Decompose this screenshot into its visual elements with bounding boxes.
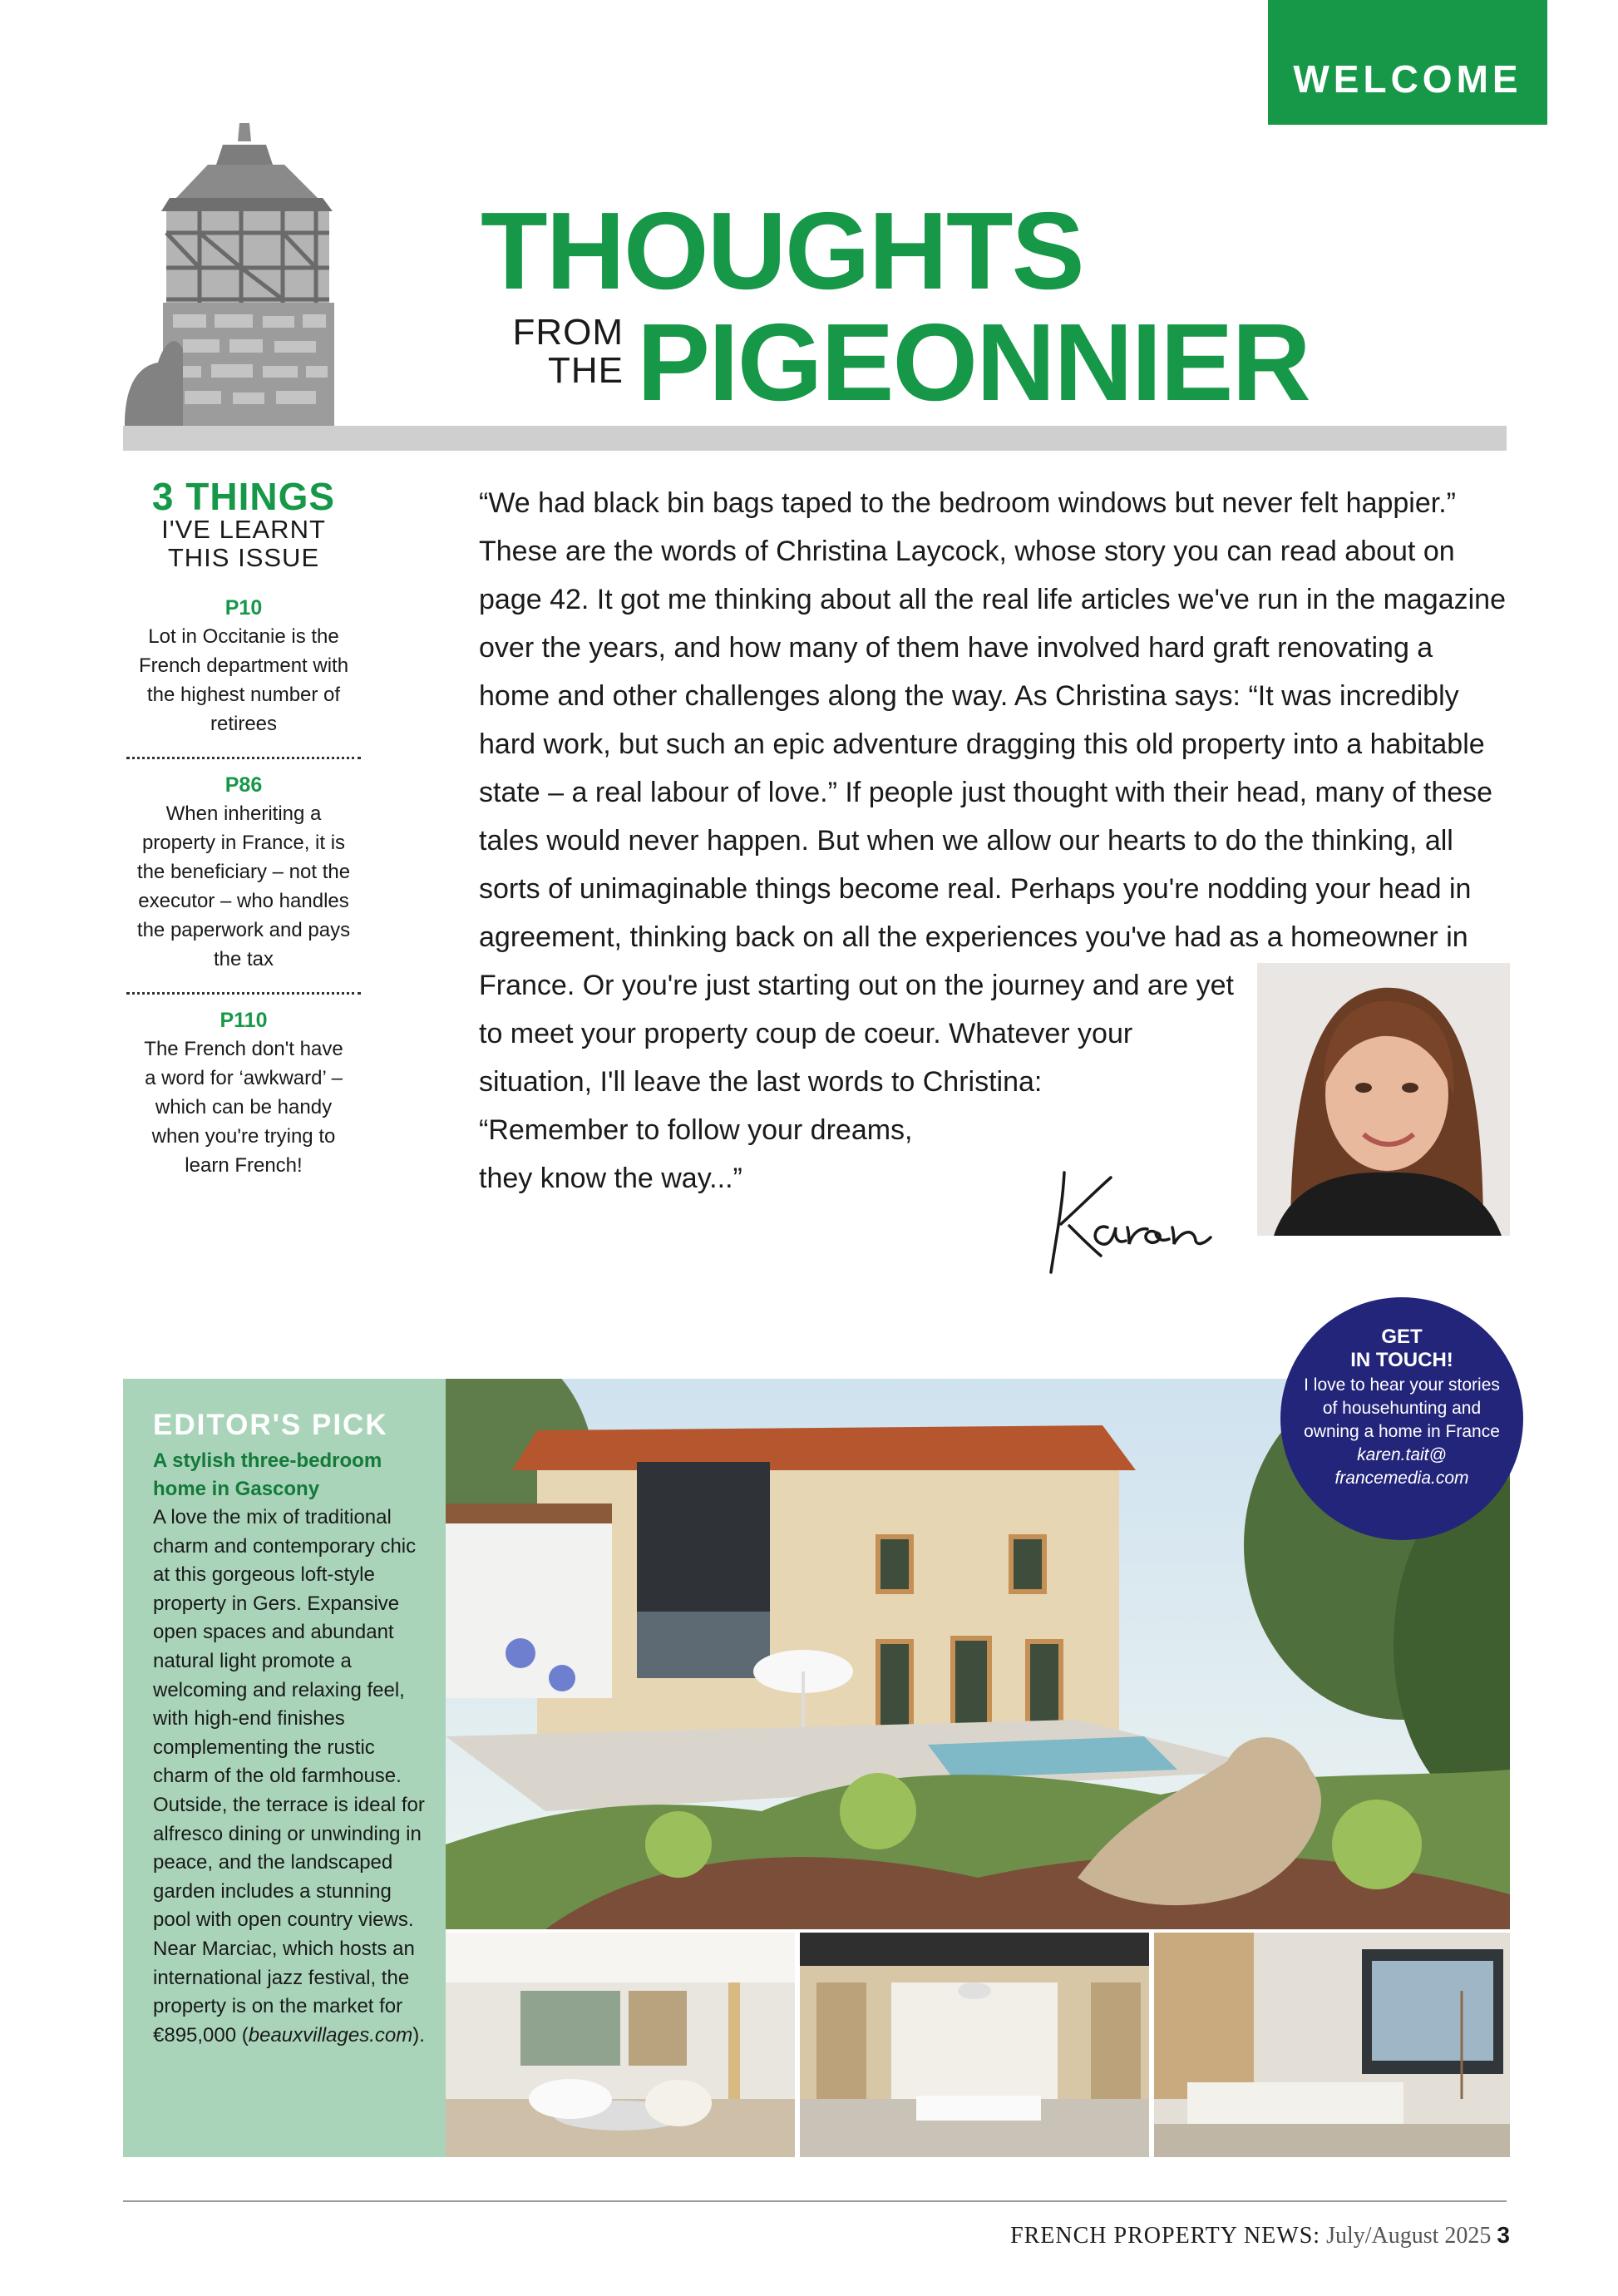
sidebar-item-page: P110 bbox=[220, 1009, 268, 1032]
letter-body: “We had black bin bags taped to the bedroom windows but never felt happier.” These are the words of Christina Laycock, whose story you can read about on page 42. It got me thinking about all the real life articles we've run in the magazine over the years, and how many of them have involved hard graft renovating a home and other challenges along the way. As Christina says: “It was incredibly hard work, but such an epic adventure dragging this old property into a habitable state – a real labour of love.” If people just thought with their head, many of these tales would never happen. But when we allow our hearts to do the thinking, all sorts of unimaginable things become real. Perhaps you're nodding your head in agreement, thinking back on all the experiences you've had as a homeowner in France. Or you're just starting out on the journey and are yet to meet your property coup de coeur. Whatever your situation, I'll leave the last words to Christina: bbox=[479, 487, 1506, 1098]
sidebar-item bbox=[123, 572, 364, 759]
page-footer bbox=[915, 2222, 1510, 2249]
sidebar-item-page: P86 bbox=[224, 773, 263, 797]
sidebar-item-page: P10 bbox=[224, 596, 263, 620]
editors-pick-heading: EDITOR'S PICK bbox=[153, 1409, 388, 1441]
sidebar-item-text: Lot in Occitanie is the French department with the highest number of retirees bbox=[138, 625, 349, 735]
badge-title-line: GET bbox=[1381, 1326, 1423, 1348]
page-title-thoughts: THOUGHTS bbox=[481, 190, 1083, 312]
editors-pick-link[interactable]: beauxvillages.com bbox=[248, 2023, 413, 2047]
editors-pick-subtitle: A stylish three-bedroom home in Gascony bbox=[153, 1449, 382, 1500]
badge-text: I love to hear your stories of househunting and owning a home in France bbox=[1304, 1375, 1500, 1441]
interior-dining-photo bbox=[800, 1933, 1149, 2157]
section-tab-label: WELCOME bbox=[1293, 57, 1522, 101]
email-line: karen.tait@ bbox=[1357, 1445, 1447, 1464]
sidebar-heading: 3 THINGS bbox=[151, 475, 336, 518]
editor-letter bbox=[479, 479, 1510, 1294]
get-in-touch-badge bbox=[1280, 1297, 1523, 1540]
section-tab bbox=[1268, 0, 1547, 125]
dotted-divider bbox=[126, 747, 361, 759]
pigeonnier-tower-illustration bbox=[125, 116, 366, 426]
editors-pick-text: A love the mix of traditional charm and contemporary chic at this gorgeous loft-style property in Gers. Expansive open spaces and abundant natural light promote a welcoming and relaxing feel, with high-end finishes complementing the rustic charm of the old farmhouse. Outside, the terrace is ideal for alfresco dining or unwinding in peace, and the landscaped garden includes a stunning pool with open country views. Near Marciac, which hosts an international jazz festival, the property is on the market for €895,000 ( bbox=[153, 1506, 425, 2047]
badge-title bbox=[1280, 1326, 1523, 1372]
title-the: THE bbox=[548, 350, 624, 391]
sidebar-item-text: When inheriting a property in France, it is the beneficiary – not the executor – who handles the paperwork and pays the tax bbox=[136, 802, 351, 970]
badge-title-line: IN TOUCH! bbox=[1350, 1349, 1453, 1371]
signature bbox=[1031, 1148, 1239, 1281]
sidebar-subheading: I'VE LEARNT bbox=[161, 515, 326, 544]
page-title-pigeonnier: PIGEONNIER bbox=[637, 301, 1310, 423]
contact-email-link[interactable] bbox=[1280, 1444, 1523, 1490]
title-rule bbox=[123, 426, 1507, 451]
dotted-divider bbox=[126, 982, 361, 995]
publication-name: FRENCH PROPERTY NEWS: bbox=[1010, 2223, 1321, 2249]
interior-kitchen-photo bbox=[1154, 1933, 1510, 2157]
things-learnt-sidebar bbox=[123, 477, 364, 1180]
editors-pick-body bbox=[153, 1504, 427, 2050]
title-from: FROM bbox=[512, 312, 624, 353]
letter-closing: “Remember to follow your dreams, bbox=[479, 1114, 913, 1146]
page-number: 3 bbox=[1497, 2222, 1510, 2248]
interior-living-room-photo bbox=[446, 1933, 795, 2157]
letter-closing: they know the way...” bbox=[479, 1163, 742, 1194]
sidebar-item bbox=[123, 759, 364, 995]
email-line: francemedia.com bbox=[1334, 1469, 1469, 1488]
sidebar-subheading: THIS ISSUE bbox=[167, 543, 320, 572]
sidebar-item bbox=[123, 995, 364, 1180]
issue-date: July/August 2025 bbox=[1320, 2223, 1497, 2249]
footer-rule bbox=[123, 2200, 1507, 2202]
sidebar-item-text: The French don't have a word for ‘awkward’ – which can be handy when you're trying to learn French! bbox=[144, 1038, 343, 1177]
editors-pick-text-end: ). bbox=[412, 2023, 425, 2047]
